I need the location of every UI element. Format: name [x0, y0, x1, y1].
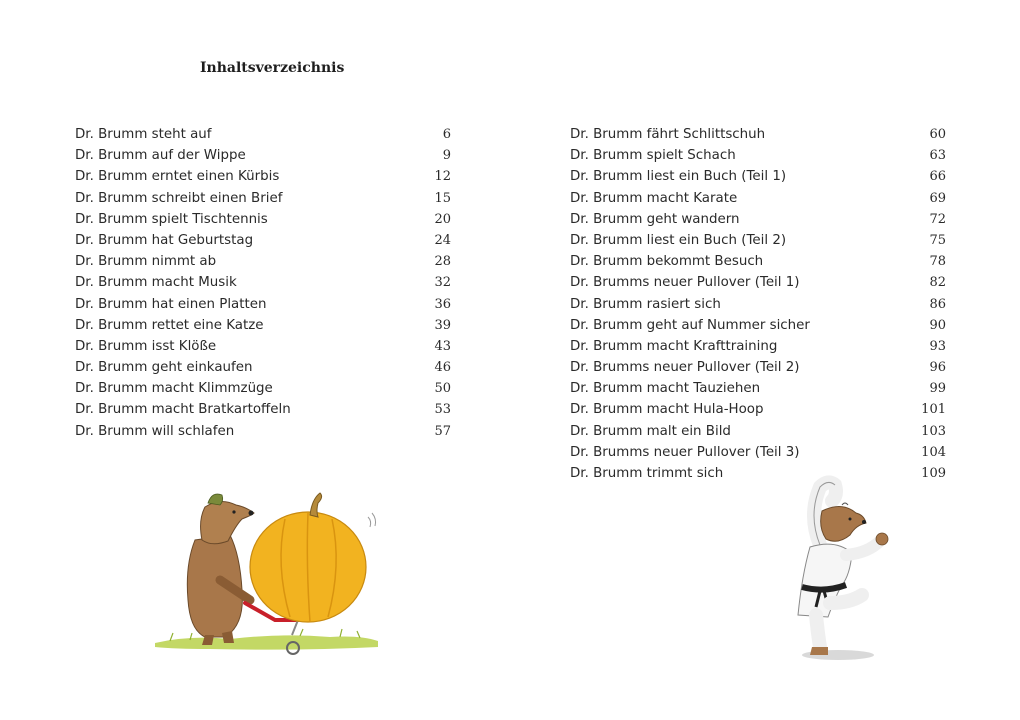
toc-entry-title: Dr. Brumms neuer Pullover (Teil 2) [570, 360, 800, 376]
toc-entry [570, 124, 946, 145]
toc-entry [570, 336, 946, 357]
toc-entry-page: 32 [434, 275, 451, 291]
toc-entry-title: Dr. Brumm trimmt sich [570, 466, 724, 481]
toc-entry-page: 12 [434, 169, 451, 185]
toc-entry-title: Dr. Brumm macht Hula-Hoop [570, 402, 764, 418]
toc-entry-page: 99 [929, 381, 946, 397]
toc-entry [75, 145, 451, 166]
toc-entry [75, 357, 451, 378]
toc-entry-page: 39 [434, 317, 451, 333]
toc-entry [570, 145, 946, 166]
toc-entry-title: Dr. Brumm auf der Wippe [75, 148, 246, 164]
toc-entry-title: Dr. Brumm geht wandern [570, 211, 740, 227]
toc-right-column [570, 124, 946, 484]
page-title: Inhaltsverzeichnis [200, 60, 345, 76]
toc-entry-page: 28 [434, 254, 451, 270]
toc-entry-page: 53 [434, 402, 451, 418]
toc-entry-title: Dr. Brumms neuer Pullover (Teil 3) [570, 444, 800, 460]
toc-entry-title: Dr. Brumm hat Geburtstag [75, 232, 254, 248]
toc-entry [75, 272, 451, 293]
toc-entry-page: 86 [929, 296, 946, 312]
toc-entry [75, 294, 451, 315]
toc-entry-page: 50 [434, 381, 451, 397]
toc-entry [570, 209, 946, 230]
toc-entry-title: Dr. Brumm will schlafen [75, 423, 235, 439]
toc-entry-title: Dr. Brumm isst Klöße [75, 338, 217, 354]
toc-entry-title: Dr. Brumm malt ein Bild [570, 423, 731, 439]
toc-entry-page: 36 [434, 296, 451, 312]
toc-entry [570, 399, 946, 420]
toc-entry-title: Dr. Brumm liest ein Buch (Teil 2) [570, 232, 787, 248]
toc-entry-title: Dr. Brumm macht Musik [75, 275, 237, 291]
toc-entry [570, 230, 946, 251]
toc-entry [75, 230, 451, 251]
toc-entry-page: 90 [929, 317, 946, 333]
bear-karate-illustration [780, 475, 900, 665]
toc-entry [75, 378, 451, 399]
toc-entry-page: 15 [434, 190, 451, 206]
toc-entry-page: 96 [929, 360, 946, 376]
toc-entry [75, 315, 451, 336]
toc-entry [570, 166, 946, 187]
toc-entry-page: 75 [929, 232, 946, 248]
toc-entry-page: 24 [434, 232, 451, 248]
toc-entry [75, 251, 451, 272]
toc-entry-title: Dr. Brumm macht Krafttraining [570, 338, 778, 354]
toc-entry [570, 315, 946, 336]
toc-entry-page: 104 [921, 444, 946, 460]
toc-entry [570, 421, 946, 442]
toc-entry-title: Dr. Brumms neuer Pullover (Teil 1) [570, 275, 800, 291]
toc-entry-page: 101 [921, 402, 946, 418]
toc-entry-title: Dr. Brumm erntet einen Kürbis [75, 169, 280, 185]
toc-entry [75, 399, 451, 420]
toc-entry-page: 46 [434, 360, 451, 376]
toc-entry [75, 421, 451, 442]
toc-entry-title: Dr. Brumm geht auf Nummer sicher [570, 317, 810, 333]
toc-entry-page: 69 [929, 190, 946, 206]
toc-entry-title: Dr. Brumm spielt Tischtennis [75, 211, 268, 227]
toc-entry-page: 82 [929, 275, 946, 291]
toc-entry-title: Dr. Brumm schreibt einen Brief [75, 190, 283, 206]
toc-left-column [75, 124, 451, 442]
toc-entry [570, 378, 946, 399]
toc-entry-page: 103 [921, 423, 946, 439]
toc-entry-title: Dr. Brumm bekommt Besuch [570, 254, 764, 270]
toc-entry-title: Dr. Brumm spielt Schach [570, 148, 736, 164]
toc-entry-title: Dr. Brumm steht auf [75, 127, 212, 142]
toc-entry-title: Dr. Brumm geht einkaufen [75, 360, 253, 376]
toc-entry-page: 63 [929, 148, 946, 164]
toc-entry [75, 166, 451, 187]
toc-entry [570, 294, 946, 315]
toc-entry [570, 272, 946, 293]
toc-entry-page: 60 [929, 127, 946, 142]
toc-entry [570, 442, 946, 463]
toc-entry-title: Dr. Brumm liest ein Buch (Teil 1) [570, 169, 787, 185]
toc-entry-title: Dr. Brumm nimmt ab [75, 254, 217, 270]
toc-entry-title: Dr. Brumm macht Bratkartoffeln [75, 402, 291, 418]
toc-entry [570, 251, 946, 272]
toc-entry-title: Dr. Brumm hat einen Platten [75, 296, 267, 312]
toc-entry-page: 6 [442, 127, 451, 142]
toc-entry-title: Dr. Brumm rettet eine Katze [75, 317, 264, 333]
toc-entry-page: 20 [434, 211, 451, 227]
toc-entry-page: 43 [434, 338, 451, 354]
toc-entry-page: 93 [929, 338, 946, 354]
toc-entry-page: 57 [434, 423, 451, 439]
toc-entry [570, 188, 946, 209]
toc-entry-title: Dr. Brumm macht Tauziehen [570, 381, 761, 397]
toc-entry-title: Dr. Brumm fährt Schlittschuh [570, 127, 766, 142]
toc-entry-title: Dr. Brumm rasiert sich [570, 296, 721, 312]
toc-entry [75, 124, 451, 145]
bear-pumpkin-illustration [150, 485, 385, 665]
toc-entry-page: 109 [921, 466, 946, 481]
toc-entry [75, 188, 451, 209]
toc-entry-page: 72 [929, 211, 946, 227]
toc-entry [570, 357, 946, 378]
toc-entry [75, 209, 451, 230]
toc-entry [75, 336, 451, 357]
toc-entry-page: 78 [929, 254, 946, 270]
toc-entry-title: Dr. Brumm macht Karate [570, 190, 738, 206]
toc-entry-page: 9 [442, 148, 451, 164]
toc-entry-title: Dr. Brumm macht Klimmzüge [75, 381, 273, 397]
toc-entry-page: 66 [929, 169, 946, 185]
